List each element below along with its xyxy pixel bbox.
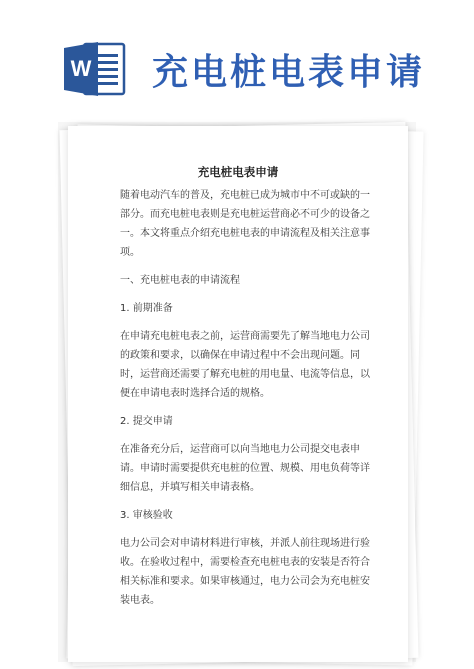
paragraph: 在准备充分后，运营商可以向当地电力公司提交电表申请。申请时需要提供充电桩的位置、规模、用电负荷等详细信息，并填写相关申请表格。 <box>120 444 370 493</box>
document-page <box>68 126 408 662</box>
section-heading: 3. 审核验收 <box>120 510 173 521</box>
word-doc-icon <box>62 40 128 98</box>
svg-text:W: W <box>70 56 92 81</box>
section-heading: 一、充电桩电表的申请流程 <box>120 275 240 286</box>
banner <box>0 0 474 118</box>
paragraph: 在申请充电桩电表之前，运营商需要先了解当地电力公司的政策和要求，以确保在申请过程中不会出现问题。同时，运营商还需要了解充电桩的用电量、电流等信息，以便在申请电表时选择合适的规格。 <box>120 331 370 399</box>
banner-title: 充电桩电表申请 <box>152 52 426 93</box>
paragraph: 电力公司会对申请材料进行审核，并派人前往现场进行验收。在验收过程中，需要检查充电桩电表的安装是否符合相关标准和要求。如果审核通过，电力公司会为充电桩安装电表。 <box>120 538 370 606</box>
paragraph: 随着电动汽车的普及，充电桩已成为城市中不可或缺的一部分。而充电桩电表则是充电桩运营商必不可少的设备之一。本文将重点介绍充电桩电表的申请流程及相关注意事项。 <box>120 190 370 258</box>
section-heading: 1. 前期准备 <box>120 303 173 314</box>
section-heading: 2. 提交申请 <box>120 416 173 427</box>
document-body <box>120 186 376 619</box>
document-title: 充电桩电表申请 <box>197 165 279 179</box>
